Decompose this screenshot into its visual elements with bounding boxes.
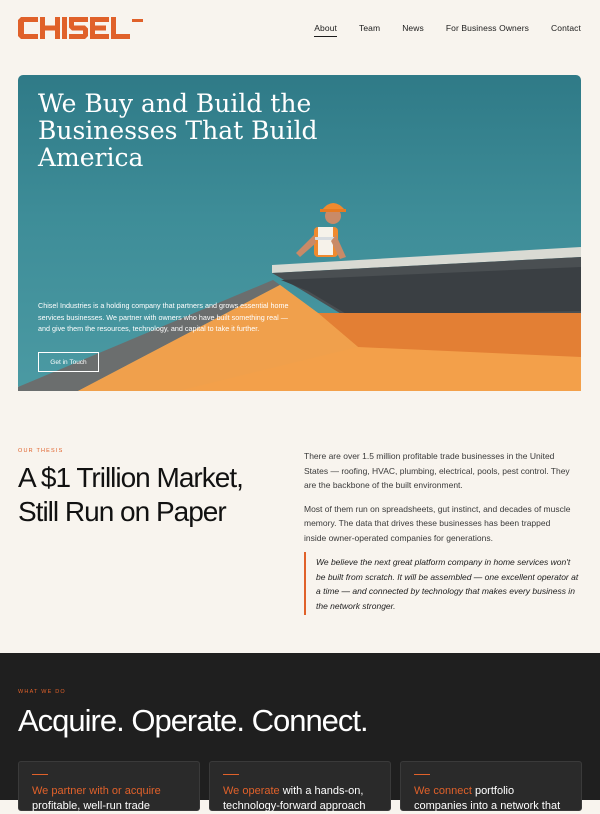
main-menu: [314, 23, 581, 37]
service-cards: [18, 761, 582, 811]
top-nav: [0, 0, 600, 58]
nav-contact[interactable]: Contact: [551, 23, 581, 33]
card-connect-highlight: We connect: [414, 785, 472, 797]
nav-business-owners[interactable]: For Business Owners: [445, 23, 529, 33]
worker-figure: [296, 203, 346, 259]
card-acquire-highlight: We partner with or acquire: [32, 785, 161, 797]
what-we-do-eyebrow: WHAT WE DO: [18, 689, 66, 695]
what-we-do-section: [0, 653, 600, 812]
card-operate-highlight: We operate: [223, 785, 280, 797]
hero-description: Chisel Industries is a holding company that partners and grows essential home services businesses. We partner with owners who have built something real — and give them the resources, technology, and capital to take it further.: [38, 301, 289, 333]
card-operate-text: with a hands-on, technology-forward approach: [223, 785, 366, 812]
thesis-paragraph-1: There are over 1.5 million profitable trade businesses in the United States — roofing, HVAC, plumbing, electrical, pools, pest control. They are the backbone of the built environment.: [304, 451, 570, 490]
thesis-title: A $1 Trillion Market, Still Run on Paper: [18, 462, 243, 527]
thesis-body: [304, 449, 574, 554]
card-accent-rule: [414, 774, 430, 775]
nav-team[interactable]: Team: [359, 23, 381, 33]
thesis-eyebrow: OUR THESIS: [18, 448, 64, 454]
what-we-do-title: Acquire. Operate. Connect.: [18, 703, 368, 738]
thesis-quote: We believe the next great platform company in home services won't be built from scratch. It will be assembled — one excellent operator at a time — and connected by technology that makes every business in the network stronger.: [304, 552, 582, 615]
card-acquire-text: profitable, well-run trade: [32, 800, 151, 812]
card-connect-text: portfolio companies into a network that: [414, 785, 561, 812]
chisel-logo[interactable]: [18, 17, 144, 39]
get-in-touch-button[interactable]: Get in Touch: [38, 352, 99, 372]
hero-title: We Buy and Build the Businesses That Build America: [38, 89, 318, 172]
card-accent-rule: [223, 774, 239, 775]
card-connect: [400, 761, 582, 811]
nav-news[interactable]: News: [402, 23, 424, 33]
nav-about[interactable]: About: [314, 23, 337, 37]
card-operate: [209, 761, 391, 811]
thesis-paragraph-2: Most of them run on spreadsheets, gut instinct, and decades of muscle memory. The data that drives these businesses has been trapped inside owner-operated companies for generations.: [304, 503, 571, 543]
card-acquire: [18, 761, 200, 811]
card-accent-rule: [32, 774, 48, 775]
hero-banner: [18, 75, 581, 391]
